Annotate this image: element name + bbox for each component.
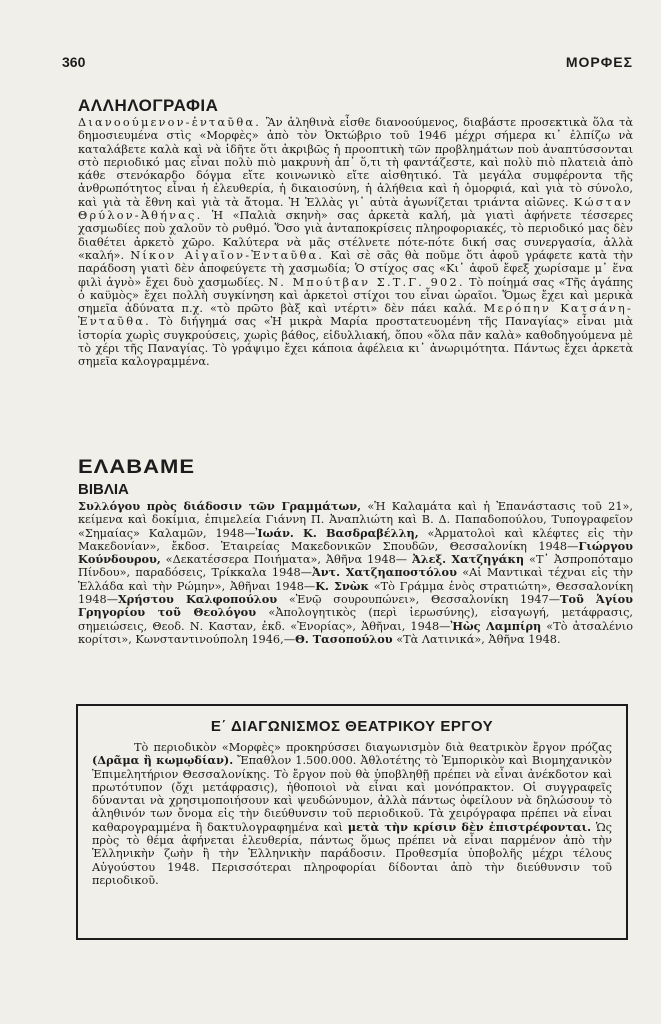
books-subheading: ΒΙΒΛΙΑ (78, 481, 129, 498)
book-author: Ἀντ. Χατζηαποστόλου (311, 565, 457, 580)
book-entry: «Ἡ Καλαμάτα καὶ ἡ Ἐπανάστασις τοῦ 21», κείμενα καὶ δοκίμια, ἐπιμελεία Γιάννη Π. Ἀναπλιώτη καὶ Β. Δ. Παπαδοπούλου, Τυπογραφεῖον «Σημαίας» Καλαμῶν, 1948— (78, 500, 634, 540)
correspondence-section (78, 96, 633, 369)
received-heading: ΕΛΑΒΑΜΕ (78, 455, 196, 478)
addressee: Ν. Μπούτβαν Σ.Τ.Γ. 902. (268, 275, 465, 289)
running-title: ΜΟΡΦΕΣ (565, 54, 633, 70)
book-entry: «Δεκατέσσερα Ποιήματα», Ἀθῆνα 1948— (160, 553, 412, 567)
book-author: Γιώργου Κούνδουρου, (78, 538, 633, 567)
contest-text (92, 741, 612, 887)
book-entry: «Ἀπολογητικὸς (περὶ ἱερωσύνης), εἰσαγωγή, μετάφρασις, σημειώσεις, Θεοδ. Ν. Κασταν, ἐκδ. «Ἐνορίας», Ἀθῆναι, 1948— (78, 606, 633, 633)
book-entry: «Αἱ Μαντικαὶ τέχναι εἰς τὴν Ἑλλάδα καὶ τὴν Ρώμην», Ἀθῆναι 1948— (78, 566, 633, 593)
addressee: Νίκον Αἰγαῖον-Ἐνταῦθα. (130, 248, 325, 262)
contest-text-part: Ἔπαθλον 1.500.000. Ἀθλοτέτης τὸ Ἐμπορικὸν καὶ Βιομηχανικὸν Ἐπιμελητήριον Θεσσαλονίκης. Τὸ ἔργον ποὺ θὰ ὑποβληθῇ πρέπει νὰ εἶναι ἀνέκδοτον καὶ πρωτότυπον (ὄχι μετάφρασις), ἠθοποιοὶ νὰ εἶναι καὶ μονόπρακτον. Οἱ συγγραφεῖς δύνανται νὰ χρησιμοποιήσουν καὶ ψευδώνυμον, ἀλλὰ πάντως ὀφείλουν νὰ δηλώσουν τὸ ἀληθινόν των ὄνομα εἰς τὴν διεύθυνσιν τοῦ περιοδικοῦ. Τὰ χειρόγραφα πρέπει νὰ εἶναι καθαρογραμμένα ἢ δακτυλογραφημένα καὶ (92, 754, 612, 834)
book-author: Ἰωάν. Κ. Βασδραβέλλη, (255, 525, 419, 540)
reply-text: Ἡ «Παλιὰ σκηνὴ» σας ἀρκετὰ καλή, μὰ γιατὶ ἀφήνετε τέσσερες χασμωδίες ποὺ χαλοῦν τὸ ρυθμό. Ὅσο γιὰ ἀνταποκρίσεις πληροφοριακές, τὸ περιοδικό μας δὲν διαθέτει ἀρκετὸ χῶρο. Καλύτερα νὰ μᾶς στέλνετε πότε-πότε δική σας συνεργασία, ἀλλὰ «καλή». (78, 209, 633, 262)
correspondence-text (78, 116, 633, 369)
book-author: Ἠὼς Λαμπίρη (450, 618, 542, 633)
page-number: 360 (62, 54, 86, 70)
contest-text-part: Τὸ περιοδικὸν «Μορφὲς» προκηρύσσει διαγωνισμὸν διὰ θεατρικὸν ἔργον πρόζας (134, 741, 612, 754)
book-author: Θ. Τασοπούλου (295, 631, 393, 646)
reply-text: Τὸ ποίημά σας «Τῆς ἀγάπης ὁ καϋμὸς» ἔχει πολλὴ συγκίνηση καὶ ἀρκετοὶ στίχοι του εἶναι ὡραῖοι. Ὅμως ἔχει καὶ μερικὰ σημεῖα ἀδύνατα π.χ. «τὸ πρῶτο βὰξ καὶ ντέρτι» δὲν πάει καλά. (78, 275, 633, 316)
addressee: Κώσταν Θρύλον-Ἀθήνας. (78, 195, 633, 223)
book-author: Χρήστου Καλφοπούλου (118, 592, 278, 607)
book-author: Τοῦ Ἁγίου Γρηγορίου τοῦ Θεολόγου (78, 592, 633, 620)
contest-text-part: Ὡς πρὸς τὸ θέμα ἀφήνεται ἐλευθερία, πάντως ὅμως πρέπει νὰ εἶναι παρμένον ἀπὸ τὴν Ἑλληνικὴν ζωὴν ἢ τὴν Ἑλληνικὴν παράδοσιν. Προθεσμία ὑποβολῆς μέχρι τέλους Αὐγούστου 1948. Περισσότεραι πληροφορίαι δίδονται ἀπὸ τὴν διεύθυνσιν τοῦ περιοδικοῦ. (92, 820, 612, 887)
received-section (78, 455, 633, 498)
books-text (78, 500, 633, 646)
book-author: Ἀλεξ. Χατζηγάκη (411, 552, 525, 567)
page-header (62, 54, 633, 76)
books-list (78, 500, 633, 646)
book-entry: «Τ᾿ Ἀσπροπόταμο Πίνδου», παραδόσεις, Τρίκκαλα 1948— (78, 553, 633, 580)
reply-text: Τὸ διήγημά σας «Ἡ μικρὰ Μαρία προστατευομένη τῆς Παναγίας» εἶναι μιὰ ἱστορία χωρὶς συγκρούσεις, χωρὶς βάθος, εἰδυλλιακή, ὅπου «ὅλα πᾶν καλὰ» καθοδηγούμενα μὲ τὸ χέρι τῆς Παναγίας. Τὸ γράψιμο ἔχει κάποια ἀφέλεια κι᾿ ἀνωριμότητα. Πάντως ἔχει ἀρκετὰ σημεῖα καλογραμμένα. (78, 315, 633, 369)
reply-text: Καὶ σὲ σᾶς θὰ ποῦμε ὅτι ἀφοῦ γράφετε κατὰ τὴν παράδοση γιατὶ δὲν ἀποφεύγετε τὴ χασμωδία; Ὁ στίχος σας «Κι᾿ ἀφοῦ ἔφεξ χωρίσαμε μ᾿ ἕνα φιλὶ ἁγνὸ» ἔχει δυὸ χασμωδίες. (78, 248, 634, 289)
book-entry: «Ἀρματολοὶ καὶ κλέφτες εἰς τὴν Μακεδονίαν», ἔκδοσ. Ἑταιρείας Μακεδονικῶν Σπουδῶν, Θεσσαλονίκη 1948— (78, 526, 633, 553)
addressee: Μερόπην Κατσάνη-Ἐνταῦθα. (78, 302, 633, 329)
book-author: Συλλόγου πρὸς διάδοσιν τῶν Γραμμάτων, (78, 499, 362, 513)
book-entry: «Τὰ Λατινικά», Ἀθῆνα 1948. (392, 632, 561, 646)
reply-text: Ἂν ἀληθινὰ εἶσθε διανοούμενος, διαβάστε προσεκτικὰ ὅλα τὰ δημοσιευμένα στὶς «Μορφὲς» ἀπὸ τὸν Ὀκτώβριο τοῦ 1946 μέχρι σήμερα κι᾿ ἐλπίζω νὰ καταλάβετε καλὰ καὶ νὰ ἰδῆτε ὅτι ἀκριβῶς ἡ προοπτικὴ τῶν προβλημάτων ποὺ ἀναπτύσσονται στὸ περιοδικό μας εἶναι πολὺ πιὸ μακρυνὴ ἀπ᾿ ὅ,τι τὴ φαντάζεστε, καὶ πολὺ πιὸ πλατειὰ ἀπὸ κάθε στενόκαρδο δόγμα εἴτε κοινωνικὸ εἴτε αἰσθητικό. Τὰ μεγάλα συμφέροντα τῆς ἀνθρωπότητος εἶναι ἡ ἐλευθερία, ἡ δικαιοσύνη, ἡ ἀλήθεια καὶ ἡ ὀμορφιά, καὶ γιὰ τὸ σύνολο, καὶ γιὰ τὰ ἔθνη καὶ γιὰ τὰ ἄτομα. Ἡ Ἑλλὰς γι᾿ αὐτὰ ἀγωνίζεται τριάντα αἰῶνες. (78, 116, 633, 209)
correspondence-heading: ΑΛΛΗΛΟΓΡΑΦΙΑ (78, 96, 219, 115)
book-entry: «Ἐνῷ σουρουπώνει», Θεσσαλονίκη 1947— (277, 593, 561, 607)
book-author: Κ. Σνὼκ (315, 578, 370, 593)
book-entry: «Τὸ Γράμμα ἑνὸς στρατιώτη», Θεσσαλονίκη 1948— (78, 579, 633, 607)
contest-announcement-box (76, 704, 628, 940)
contest-emphasis: μετὰ τὴν κρίσιν δὲν ἐπιστρέφονται. (347, 819, 592, 834)
addressee: Διανοούμενον-ἐνταῦθα. (78, 116, 261, 129)
contest-heading: Ε΄ ΔΙΑΓΩΝΙΣΜΟΣ ΘΕΑΤΡΙΚΟΥ ΕΡΓΟΥ (210, 718, 494, 735)
contest-emphasis: (Δρᾶμα ἢ κωμῳδίαν). (92, 753, 234, 768)
book-entry: «Τὸ ἀτσαλένιο κορίτσι», Κωνσταντινούπολη 1946,— (78, 619, 633, 646)
